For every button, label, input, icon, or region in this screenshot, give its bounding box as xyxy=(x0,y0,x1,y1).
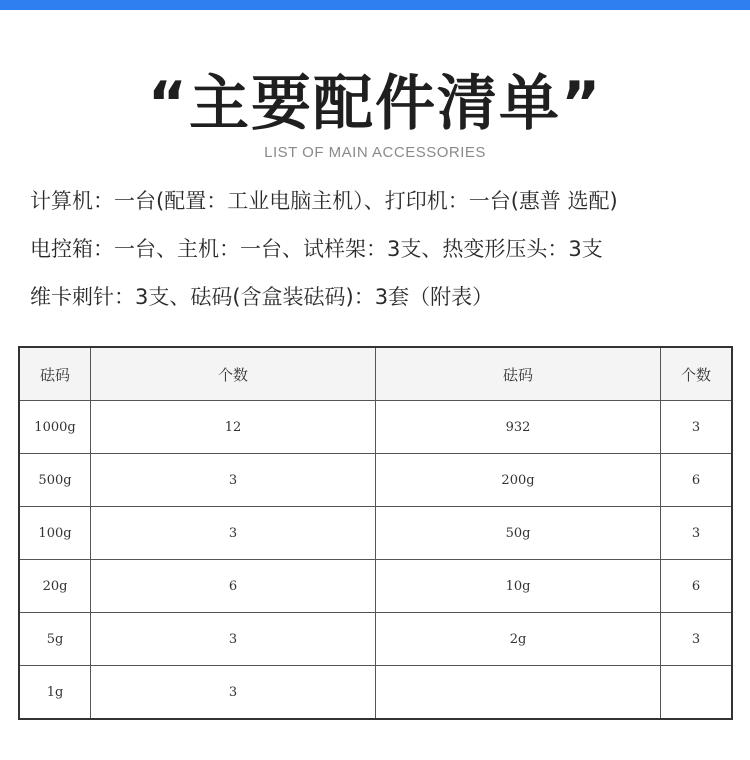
table-cell: 3 xyxy=(91,507,376,560)
table-cell: 2g xyxy=(376,613,661,666)
page-title: “主要配件清单” xyxy=(147,69,603,139)
table-cell xyxy=(376,666,661,720)
accessories-table xyxy=(18,346,733,720)
table-row xyxy=(19,401,732,454)
table-cell: 6 xyxy=(661,454,733,507)
table-cell: 50g xyxy=(376,507,661,560)
header-count-1: 个数 xyxy=(91,347,376,401)
table-cell: 6 xyxy=(91,560,376,613)
table-cell: 6 xyxy=(661,560,733,613)
table-cell: 200g xyxy=(376,454,661,507)
accessories-table-container xyxy=(18,346,733,720)
table-row xyxy=(19,613,732,666)
header-weight-2: 砝码 xyxy=(376,347,661,401)
table-cell: 3 xyxy=(661,507,733,560)
header-count-2: 个数 xyxy=(661,347,733,401)
table-cell: 500g xyxy=(19,454,91,507)
table-cell: 3 xyxy=(661,613,733,666)
table-row xyxy=(19,507,732,560)
description-line-2: 电控箱：一台、主机：一台、试样架：3支、热变形压头：3支 xyxy=(30,237,603,261)
table-cell: 5g xyxy=(19,613,91,666)
table-cell: 1000g xyxy=(19,401,91,454)
table-cell: 932 xyxy=(376,401,661,454)
top-accent-bar xyxy=(0,0,750,10)
table-cell: 100g xyxy=(19,507,91,560)
table-cell: 3 xyxy=(91,454,376,507)
table-row xyxy=(19,666,732,720)
table-cell: 12 xyxy=(91,401,376,454)
table-cell: 10g xyxy=(376,560,661,613)
table-cell: 3 xyxy=(91,666,376,720)
table-row xyxy=(19,454,732,507)
header-weight-1: 砝码 xyxy=(19,347,91,401)
description-line-1: 计算机：一台(配置：工业电脑主机）、打印机：一台(惠普 选配) xyxy=(30,189,618,213)
table-cell: 3 xyxy=(661,401,733,454)
table-cell: 20g xyxy=(19,560,91,613)
table-header-row xyxy=(19,347,732,401)
table-cell: 1g xyxy=(19,666,91,720)
table-cell xyxy=(661,666,733,720)
description-line-3: 维卡刺针：3支、砝码(含盒装砝码)：3套（附表） xyxy=(30,285,494,309)
table-row xyxy=(19,560,732,613)
page-subtitle: LIST OF MAIN ACCESSORIES xyxy=(264,144,486,161)
table-cell: 3 xyxy=(91,613,376,666)
